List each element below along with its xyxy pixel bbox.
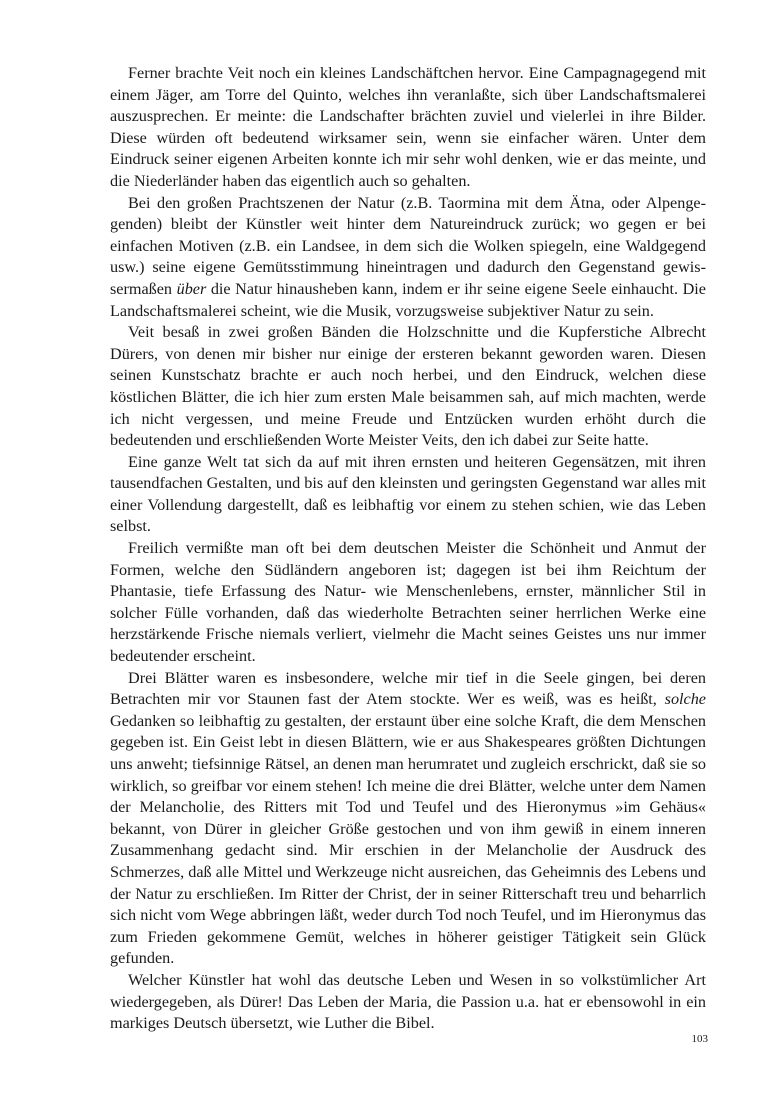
paragraph-text: Welcher Künstler hat wohl das deutsche Leben und Wesen in so volkstümlicher Art wiedergegeben, als Dürer! Das Leben der Maria, die Passion u.a. hat er ebensowohl in ein markiges Deutsch übersetzt, wie Luther die Bibel. (110, 970, 706, 1033)
page-number: 103 (691, 1033, 708, 1045)
paragraph (110, 538, 706, 668)
paragraph-text: Gedanken so leibhaftig zu gestalten, der erstaunt über eine solche Kraft, die dem Menschen gegeben ist. Ein Geist lebt in diesen Blättern, wie er aus Shakespeares größten Dichtungen uns anweht; tiefsinnige Rätsel, an denen man herumratet und zugleich erschrickt, daß sie so wirklich, so greifbar vor einem stehen! Ich meine die drei Blätter, welche unter dem Namen der Melancholie, des Ritters mit Tod und Teufel und des Hieronymus »im Gehäus« bekannt, von Dürer in gleicher Größe gestochen und von ihm gewiß in einem inneren Zusammenhang gedacht sind. Mir erschien in der Melancholie der Ausdruck des Schmerzes, daß alle Mittel und Werkzeuge nicht ausreichen, das Geheimnis des Lebens und der Natur zu erschließen. Im Ritter der Christ, der in seiner Ritterschaft treu und beharrlich sich nicht vom Wege abbringen läßt, weder durch Tod noch Teufel, und im Hieronymus das zum Frieden gekommene Gemüt, welches in höherer geistiger Tätigkeit sein Glück gefunden. (110, 711, 706, 968)
paragraph-text: Ferner brachte Veit noch ein kleines Landschäftchen hervor. Eine Campagnagegend mit einem Jäger, am Torre del Quinto, welches ihn veranlaßte, sich über Landschaftsmalerei auszusprechen. Er meinte: die Landschafter brächten zuviel und vielerlei in ihre Bilder. Diese würden oft bedeutend wirksamer sein, wenn sie einfacher wären. Unter dem Eindruck seiner eigenen Arbeiten konnte ich mir sehr wohl denken, wie er das meinte, und die Niederländer haben das eigentlich auch so gehalten. (110, 64, 706, 190)
paragraph-text: Bei den großen Prachtszenen der Natur (z.B. Taormina mit dem Ätna, oder Alpengegenden) bleibt der Künstler weit hinter dem Natureindruck zurück; wo gegen er bei einfachen Motiven (z.B. ein Landsee, in dem sich die Wolken spiegeln, eine Waldgegend usw.) seine eigene Gemütsstimmung hineintragen und dadurch den Gegenstand gewissermaßen (110, 193, 706, 298)
paragraph-text: Drei Blätter waren es insbesondere, welche mir tief in die Seele gingen, bei deren Betrachten mir vor Staunen fast der Atem stockte. Wer es weiß, was es heißt, (110, 668, 706, 709)
paragraph (110, 668, 706, 970)
paragraph (110, 970, 706, 1035)
paragraph-text: Freilich vermißte man oft bei dem deutschen Meister die Schönheit und Anmut der Formen, welche den Südländern angeboren ist; dagegen ist bei ihm Reichtum der Phantasie, tiefe Erfassung des Natur- wie Menschenlebens, ernster, männlicher Stil in solcher Fülle vorhanden, daß das wiederholte Betrachten seiner herrlichen Werke eine herzstärkende Frische niemals verliert, vielmehr die Macht seines Geistes uns nur immer bedeutender erscheint. (110, 539, 706, 666)
emphasis-text: über (176, 279, 207, 298)
paragraph (110, 322, 706, 452)
paragraph (110, 63, 706, 193)
emphasis-text: solche (664, 690, 706, 709)
paragraph-text: die Natur hinausheben kann, indem er ihr seine eigene Seele einhaucht. Die Landschaftsmalerei scheint, wie die Musik, vorzugsweise subjektiver Natur zu sein. (110, 279, 706, 320)
paragraph-text: Veit besaß in zwei großen Bänden die Holzschnitte und die Kupferstiche Albrecht Dürers, von denen mir bisher nur einige der ersteren bekannt geworden waren. Diesen seinen Kunstschatz brachte er auch noch herbei, und den Eindruck, welchen diese köstlichen Blätter, die ich hier zum ersten Male beisammen sah, auf mich machten, werde ich nicht vergessen, und meine Freude und Entzücken wurden erhöht durch die bedeutenden und erschließenden Worte Meister Veits, den ich dabei zur Seite hatte. (110, 323, 706, 450)
book-page-body (110, 63, 706, 1035)
paragraph (110, 193, 706, 323)
paragraph (110, 452, 706, 538)
paragraph-text: Eine ganze Welt tat sich da auf mit ihren ernsten und heiteren Gegensätzen, mit ihren tausendfachen Gestalten, und bis auf den kleinsten und geringsten Gegenstand war alles mit einer Vollendung dargestellt, daß es leibhaftig vor einem zu stehen schien, wie das Leben selbst. (110, 452, 706, 536)
